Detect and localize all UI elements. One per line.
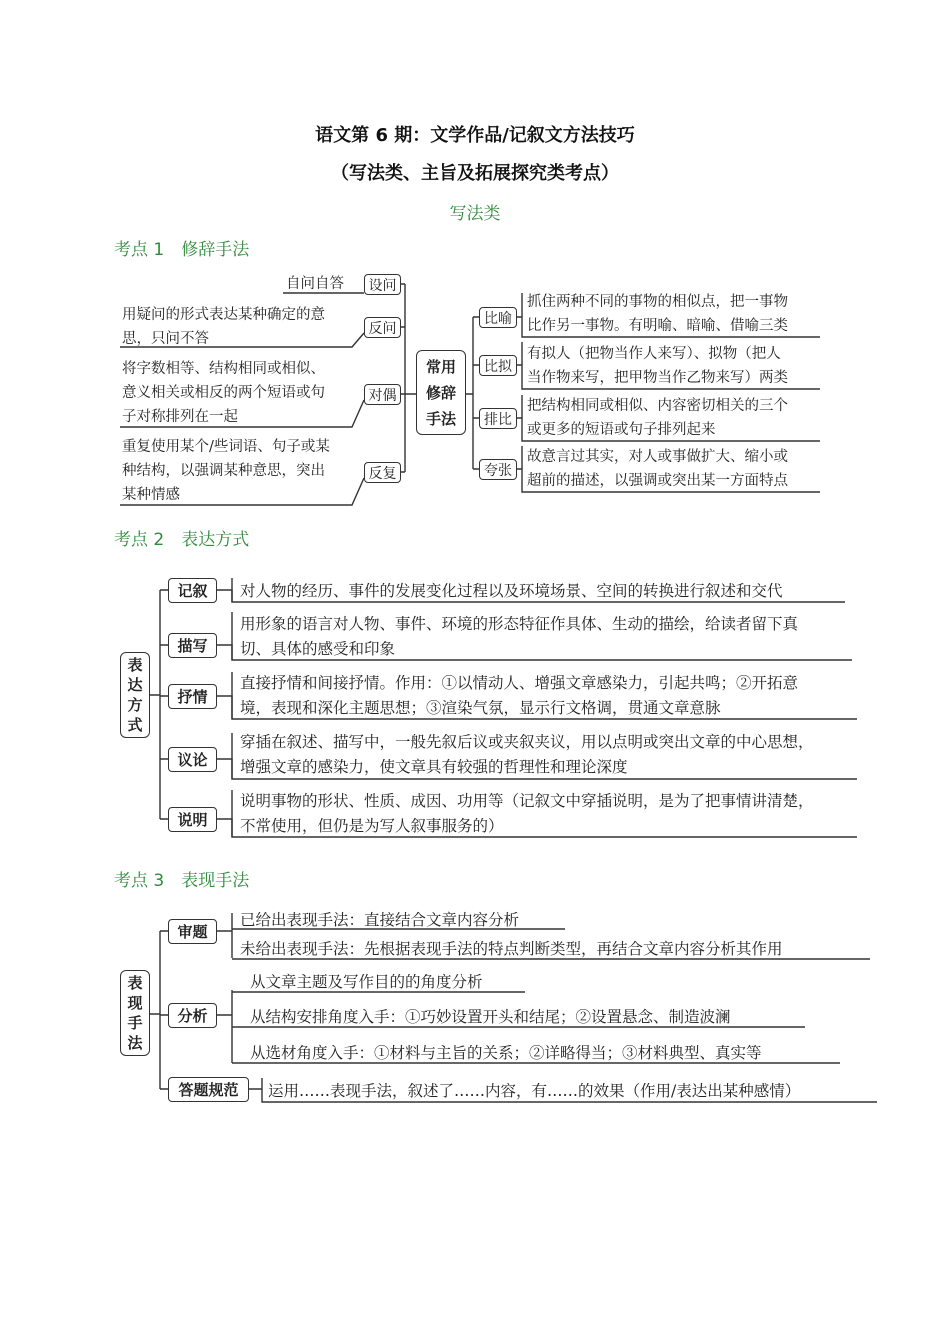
fenxi-item-1: 从文章主题及写作目的的角度分析 — [250, 973, 483, 991]
biyu-desc: 抓住两种不同的事物的相似点，把一事物 比作另一事物。有明喻、暗喻、借喻三类 — [527, 294, 788, 334]
fenxi-item-2: 从结构安排角度入手：①巧妙设置开头和结尾；②设置悬念、制造波澜 — [250, 1008, 731, 1026]
center-char-3: 手 — [127, 1014, 143, 1032]
miaoxie-desc: 用形象的语言对人物、事件、环境的形态特征作具体、生动的描绘，给读者留下真 切、具体的感受和印象 — [240, 615, 799, 658]
shuqing-desc: 直接抒情和间接抒情。作用：①以情动人、增强文章感染力，引起共鸣；②开拓意 境，表现和深化主题思想；③渲染气氛，显示行文格调，贯通文章意脉 — [240, 674, 799, 717]
kuazhang-desc: 故意言过其实，对人或事做扩大、缩小或 超前的描述，以强调或突出某一方面特点 — [527, 449, 788, 489]
category-heading: 写法类 — [449, 204, 501, 224]
duiou-desc: 将字数相等、结构相同或相似、 意义相关或相反的两个短语或句 子对称排列在一起 — [122, 361, 325, 425]
jixu-desc: 对人物的经历、事件的发展变化过程以及环境场景、空间的转换进行叙述和交代 — [240, 582, 783, 600]
bini-desc: 有拟人（把物当作人来写）、拟物（把人 当作物来写，把甲物当作乙物来写）两类 — [527, 346, 788, 386]
fanwen-desc: 用疑问的形式表达某种确定的意 思，只问不答 — [122, 307, 325, 347]
center-line-2: 修辞 — [425, 383, 456, 402]
page-title: 语文第 6 期：文学作品/记叙文方法技巧 — [315, 125, 635, 146]
node-kuazhang: 夸张 — [479, 459, 517, 480]
center-line-3: 手法 — [425, 409, 456, 428]
node-bini: 比拟 — [479, 355, 517, 376]
center-char-1: 表 — [127, 656, 143, 674]
node-fanwen: 反问 — [364, 317, 401, 338]
node-shenti: 审题 — [168, 919, 217, 944]
node-miaoxie: 描写 — [168, 633, 217, 658]
fanfu-desc: 重复使用某个/些词语、句子或某 种结构，以强调某种意思，突出 某种情感 — [122, 439, 330, 503]
node-fenxi: 分析 — [168, 1003, 217, 1028]
center-char-1: 表 — [127, 974, 143, 992]
fenxi-item-3: 从选材角度入手：①材料与主旨的关系；②详略得当；③材料典型、真实等 — [250, 1044, 762, 1062]
shenti-item-2: 未给出表现手法：先根据表现手法的特点判断类型，再结合文章内容分析其作用 — [240, 940, 783, 958]
shenti-item-1: 已给出表现手法：直接结合文章内容分析 — [240, 911, 520, 929]
node-duiou: 对偶 — [364, 384, 401, 405]
center-line-1: 常用 — [425, 357, 456, 376]
datiguifan-item-1: 运用……表现手法，叙述了……内容，有……的效果（作用/表达出某种感情） — [268, 1082, 801, 1100]
node-jixu: 记叙 — [168, 578, 217, 603]
center-char-2: 达 — [127, 676, 143, 694]
center-char-3: 方 — [127, 696, 143, 714]
section3-heading: 考点 3 表现手法 — [114, 871, 250, 891]
node-paibi: 排比 — [479, 408, 517, 429]
center-char-2: 现 — [127, 994, 143, 1012]
technique-center-node — [120, 970, 150, 1056]
node-shewen: 设问 — [364, 274, 401, 295]
yilun-desc: 穿插在叙述、描写中，一般先叙后议或夹叙夹议，用以点明或突出文章的中心思想， 增强文章的感染力，使文章具有较强的哲理性和理论深度 — [240, 733, 814, 776]
center-char-4: 式 — [127, 716, 143, 734]
center-char-4: 法 — [127, 1034, 143, 1052]
paibi-desc: 把结构相同或相似、内容密切相关的三个 或更多的短语或句子排列起来 — [527, 398, 788, 438]
node-shuoming: 说明 — [168, 807, 217, 832]
section1-heading: 考点 1 修辞手法 — [114, 240, 250, 260]
node-datiguifan: 答题规范 — [168, 1077, 249, 1102]
shuoming-desc: 说明事物的形状、性质、成因、功用等（记叙文中穿插说明，是为了把事情讲清楚， 不常使用，但仍是为写人叙事服务的） — [240, 792, 814, 835]
node-yilun: 议论 — [168, 747, 217, 772]
node-fanfu: 反复 — [364, 462, 401, 483]
expression-center-node — [120, 652, 150, 738]
node-shuqing: 抒情 — [168, 684, 217, 709]
section2-heading: 考点 2 表达方式 — [114, 530, 250, 550]
rhetoric-center-node — [416, 350, 466, 435]
shewen-desc: 自问自答 — [286, 276, 344, 292]
node-biyu: 比喻 — [479, 307, 517, 328]
page-subtitle: （写法类、主旨及拓展探究类考点） — [331, 163, 619, 184]
